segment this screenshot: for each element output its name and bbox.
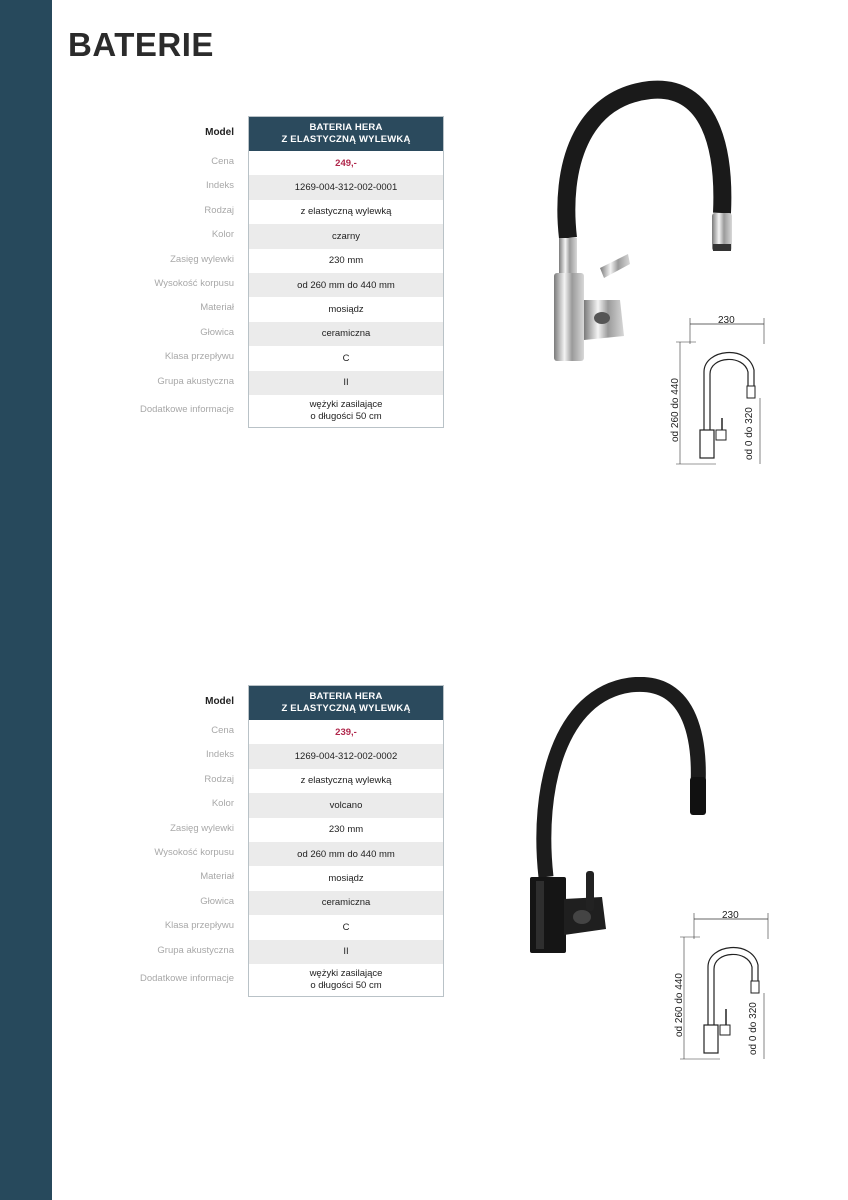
type-value: z elastyczną wylewką <box>300 206 392 218</box>
label-reach: Zasięg wylewki <box>170 822 234 834</box>
model-name-line1: BATERIA HERA <box>309 122 383 133</box>
material-value: mosiądz <box>328 873 364 885</box>
type-value: z elastyczną wylewką <box>300 775 392 787</box>
color-value: volcano <box>249 793 443 817</box>
label-reach: Zasięg wylewki <box>170 253 234 265</box>
spec-labels <box>90 685 234 995</box>
label-color: Kolor <box>211 798 234 810</box>
diagram-width-label: 230 <box>718 315 735 326</box>
label-acoustic: Grupa akustyczna <box>157 375 234 387</box>
extra-line1: wężyki zasilające <box>309 398 383 410</box>
label-model: Model <box>205 696 234 707</box>
label-head: Głowica <box>200 326 234 338</box>
label-type: Rodzaj <box>204 773 234 785</box>
head-value: ceramiczna <box>249 891 443 915</box>
label-extra: Dodatkowe informacje <box>140 972 234 984</box>
index-value: 1269-004-312-002-0002 <box>249 744 443 768</box>
spec-labels <box>90 116 234 426</box>
model-name-line1: BATERIA HERA <box>309 691 383 702</box>
spec-table <box>248 685 444 997</box>
diagram-spout-label: od 0 do 320 <box>744 407 755 460</box>
label-type: Rodzaj <box>204 204 234 216</box>
label-head: Głowica <box>200 895 234 907</box>
flow-value: C <box>342 352 350 364</box>
acoustic-value: II <box>249 940 443 964</box>
label-extra: Dodatkowe informacje <box>140 403 234 415</box>
model-name-line2: Z ELASTYCZNĄ WYLEWKĄ <box>281 703 411 714</box>
page-title: BATERIE <box>68 26 214 63</box>
model-name <box>249 686 443 720</box>
acoustic-value: II <box>249 371 443 395</box>
spec-table <box>248 116 444 428</box>
label-flow: Klasa przepływu <box>164 351 234 363</box>
color-value: czarny <box>249 224 443 248</box>
product-block-1 <box>0 116 848 476</box>
flow-value: C <box>342 921 350 933</box>
height-value: od 260 mm do 440 mm <box>249 842 443 866</box>
label-color: Kolor <box>211 229 234 241</box>
extra-line2: o długości 50 cm <box>310 979 382 991</box>
extra-line2: o długości 50 cm <box>310 410 382 422</box>
label-price: Cena <box>211 156 234 167</box>
label-material: Materiał <box>200 871 234 883</box>
label-index: Indeks <box>206 749 234 761</box>
index-value: 1269-004-312-002-0001 <box>249 175 443 199</box>
diagram-width-label: 230 <box>722 910 739 921</box>
label-acoustic: Grupa akustyczna <box>157 944 234 956</box>
product-block-2 <box>0 685 848 1085</box>
label-height: Wysokość korpusu <box>154 846 234 858</box>
height-value: od 260 mm do 440 mm <box>249 273 443 297</box>
extra-line1: wężyki zasilające <box>309 967 383 979</box>
price-value: 239,- <box>335 726 357 738</box>
diagram-height-label: od 260 do 440 <box>670 378 681 442</box>
model-name-line2: Z ELASTYCZNĄ WYLEWKĄ <box>281 134 411 145</box>
head-value: ceramiczna <box>249 322 443 346</box>
label-model: Model <box>205 127 234 138</box>
material-value: mosiądz <box>328 304 364 316</box>
diagram-height-label: od 260 do 440 <box>674 973 685 1037</box>
dimension-diagram-icon <box>666 314 776 474</box>
label-flow: Klasa przepływu <box>164 920 234 932</box>
dimension-diagram-icon <box>670 909 780 1069</box>
price-value: 249,- <box>335 157 357 169</box>
label-material: Materiał <box>200 302 234 314</box>
reach-value: 230 mm <box>328 824 364 836</box>
diagram-spout-label: od 0 do 320 <box>748 1002 759 1055</box>
extra-value <box>249 395 443 427</box>
label-price: Cena <box>211 725 234 736</box>
reach-value: 230 mm <box>328 255 364 267</box>
extra-value <box>249 964 443 996</box>
label-index: Indeks <box>206 180 234 192</box>
model-name <box>249 117 443 151</box>
label-height: Wysokość korpusu <box>154 277 234 289</box>
